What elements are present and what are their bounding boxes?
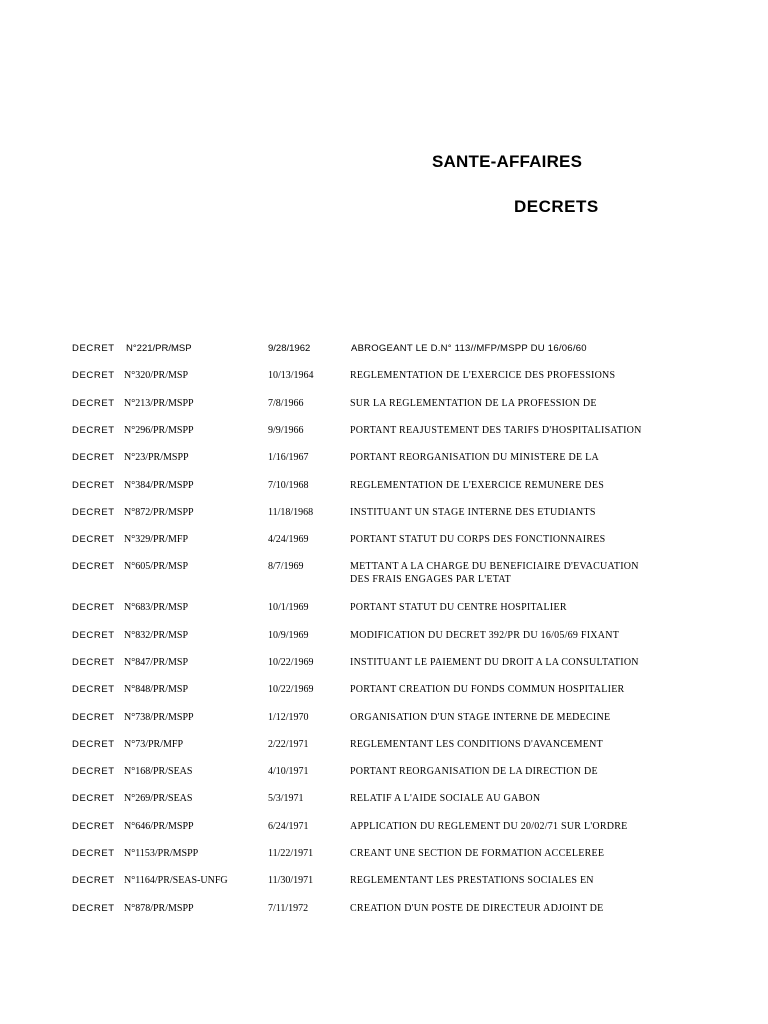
decree-number-cell: N°73/PR/MFP bbox=[124, 739, 184, 750]
decree-number-cell: N°221/PR/MSP bbox=[126, 343, 192, 354]
decree-date-cell: 10/22/1969 bbox=[268, 684, 314, 695]
decree-date-cell: 10/1/1969 bbox=[268, 602, 309, 613]
decree-description-line: MODIFICATION DU DECRET 392/PR DU 16/05/69 FIXANT bbox=[350, 630, 620, 641]
decree-description-line: PORTANT REAJUSTEMENT DES TARIFS D'HOSPITALISATION bbox=[350, 425, 642, 436]
decree-description-line: PORTANT STATUT DU CENTRE HOSPITALIER bbox=[350, 602, 567, 613]
decree-description-line: INSTITUANT UN STAGE INTERNE DES ETUDIANTS bbox=[350, 507, 596, 518]
decree-description-line: APPLICATION DU REGLEMENT DU 20/02/71 SUR L'ORDRE bbox=[350, 821, 628, 832]
decree-description-cell bbox=[350, 847, 604, 860]
decree-number-cell: N°384/PR/MSPP bbox=[124, 480, 194, 491]
decree-type-cell: DECRET bbox=[72, 684, 115, 695]
decree-description-cell bbox=[350, 765, 598, 778]
decree-number-cell: N°329/PR/MFP bbox=[124, 534, 189, 545]
decree-date-cell: 10/22/1969 bbox=[268, 657, 314, 668]
decree-description-cell bbox=[351, 342, 587, 355]
decree-description-line: REGLEMENTANT LES CONDITIONS D'AVANCEMENT bbox=[350, 739, 603, 750]
decree-description-line: REGLEMENTANT LES PRESTATIONS SOCIALES EN bbox=[350, 875, 594, 886]
decree-date-cell: 7/11/1972 bbox=[268, 903, 309, 914]
decree-date-cell: 6/24/1971 bbox=[268, 821, 309, 832]
decree-description-line: RELATIF A L'AIDE SOCIALE AU GABON bbox=[350, 793, 541, 804]
decree-type-cell: DECRET bbox=[72, 766, 115, 777]
decree-description-line: DES FRAIS ENGAGES PAR L'ETAT bbox=[350, 574, 511, 585]
decree-number-cell: N°168/PR/SEAS bbox=[124, 766, 193, 777]
decree-description-cell bbox=[350, 369, 615, 382]
decree-description-cell bbox=[350, 738, 603, 751]
decree-description-cell bbox=[350, 711, 610, 724]
decree-date-cell: 4/24/1969 bbox=[268, 534, 309, 545]
decree-type-cell: DECRET bbox=[72, 561, 115, 572]
decree-type-cell: DECRET bbox=[72, 875, 115, 886]
decree-description-line: REGLEMENTATION DE L'EXERCICE DES PROFESSIONS bbox=[350, 370, 616, 381]
decree-number-cell: N°23/PR/MSPP bbox=[124, 452, 189, 463]
page-title: SANTE-AFFAIRES bbox=[432, 152, 583, 171]
decree-description-cell bbox=[350, 424, 642, 437]
decree-date-cell: 9/28/1962 bbox=[268, 343, 311, 354]
decree-number-cell: N°832/PR/MSP bbox=[124, 630, 189, 641]
decree-type-cell: DECRET bbox=[72, 507, 115, 518]
decree-description-cell bbox=[350, 506, 596, 519]
decree-type-cell: DECRET bbox=[72, 602, 115, 613]
decree-number-cell: N°1164/PR/SEAS-UNFG bbox=[124, 875, 228, 886]
decree-number-cell: N°738/PR/MSPP bbox=[124, 712, 194, 723]
decree-description-line: ORGANISATION D'UN STAGE INTERNE DE MEDECINE bbox=[350, 712, 611, 723]
decree-number-cell: N°872/PR/MSPP bbox=[124, 507, 194, 518]
decree-type-cell: DECRET bbox=[72, 630, 115, 641]
decree-description-cell bbox=[350, 479, 604, 492]
decree-date-cell: 11/18/1968 bbox=[268, 507, 314, 518]
decree-date-cell: 7/8/1966 bbox=[268, 398, 304, 409]
decree-description-cell bbox=[350, 601, 567, 614]
page-subtitle: DECRETS bbox=[514, 197, 599, 216]
decree-type-cell: DECRET bbox=[72, 534, 115, 545]
decree-description-line: PORTANT STATUT DU CORPS DES FONCTIONNAIRES bbox=[350, 534, 606, 545]
decree-description-cell bbox=[350, 792, 540, 805]
decree-description-cell bbox=[350, 683, 624, 696]
decree-description-line: ABROGEANT LE D.N° 113//MFP/MSPP DU 16/06/60 bbox=[351, 343, 587, 354]
decree-description-cell bbox=[350, 820, 628, 833]
decree-date-cell: 7/10/1968 bbox=[268, 480, 309, 491]
decree-number-cell: N°683/PR/MSP bbox=[124, 602, 189, 613]
decree-number-cell: N°213/PR/MSPP bbox=[124, 398, 194, 409]
decree-number-cell: N°296/PR/MSPP bbox=[124, 425, 194, 436]
decree-type-cell: DECRET bbox=[72, 848, 115, 859]
decree-date-cell: 9/9/1966 bbox=[268, 425, 304, 436]
decree-type-cell: DECRET bbox=[72, 739, 115, 750]
decree-description-cell bbox=[350, 656, 639, 669]
decree-number-cell: N°605/PR/MSP bbox=[124, 561, 189, 572]
decree-date-cell: 5/3/1971 bbox=[268, 793, 304, 804]
decree-type-cell: DECRET bbox=[72, 480, 115, 491]
decree-number-cell: N°646/PR/MSPP bbox=[124, 821, 194, 832]
decree-description-line: PORTANT REORGANISATION DE LA DIRECTION DE bbox=[350, 766, 598, 777]
decree-date-cell: 8/7/1969 bbox=[268, 561, 304, 572]
decree-description-line: SUR LA REGLEMENTATION DE LA PROFESSION DE bbox=[350, 398, 597, 409]
decree-type-cell: DECRET bbox=[72, 398, 115, 409]
decree-description-cell bbox=[350, 397, 597, 410]
decree-date-cell: 10/9/1969 bbox=[268, 630, 309, 641]
decree-type-cell: DECRET bbox=[72, 821, 115, 832]
decree-description-line: INSTITUANT LE PAIEMENT DU DROIT A LA CONSULTATION bbox=[350, 657, 639, 668]
decree-description-cell bbox=[350, 874, 594, 887]
decree-number-cell: N°847/PR/MSP bbox=[124, 657, 189, 668]
decree-description-line: CREANT UNE SECTION DE FORMATION ACCELEREE bbox=[350, 848, 605, 859]
decree-type-cell: DECRET bbox=[72, 425, 115, 436]
decree-date-cell: 1/12/1970 bbox=[268, 712, 309, 723]
decree-type-cell: DECRET bbox=[72, 712, 115, 723]
decree-date-cell: 1/16/1967 bbox=[268, 452, 309, 463]
decree-description-cell bbox=[350, 533, 605, 546]
decree-type-cell: DECRET bbox=[72, 343, 115, 354]
decree-description-cell bbox=[350, 560, 639, 586]
decree-type-cell: DECRET bbox=[72, 370, 115, 381]
decree-description-line: REGLEMENTATION DE L'EXERCICE REMUNERE DES bbox=[350, 480, 605, 491]
decree-description-cell bbox=[350, 902, 603, 915]
decree-date-cell: 11/22/1971 bbox=[268, 848, 314, 859]
decree-description-line: PORTANT REORGANISATION DU MINISTERE DE LA bbox=[350, 452, 599, 463]
decree-date-cell: 2/22/1971 bbox=[268, 739, 309, 750]
decree-type-cell: DECRET bbox=[72, 793, 115, 804]
decree-number-cell: N°848/PR/MSP bbox=[124, 684, 189, 695]
decree-type-cell: DECRET bbox=[72, 657, 115, 668]
decree-type-cell: DECRET bbox=[72, 903, 115, 914]
decree-description-line: METTANT A LA CHARGE DU BENEFICIAIRE D'EVACUATION bbox=[350, 561, 639, 572]
decree-description-cell bbox=[350, 451, 599, 464]
decree-date-cell: 4/10/1971 bbox=[268, 766, 309, 777]
decree-description-cell bbox=[350, 629, 619, 642]
decree-type-cell: DECRET bbox=[72, 452, 115, 463]
decree-description-line: PORTANT CREATION DU FONDS COMMUN HOSPITALIER bbox=[350, 684, 625, 695]
decree-number-cell: N°878/PR/MSPP bbox=[124, 903, 194, 914]
decree-description-line: CREATION D'UN POSTE DE DIRECTEUR ADJOINT DE bbox=[350, 903, 604, 914]
decree-number-cell: N°320/PR/MSP bbox=[124, 370, 189, 381]
decree-date-cell: 11/30/1971 bbox=[268, 875, 314, 886]
decree-date-cell: 10/13/1964 bbox=[268, 370, 314, 381]
decree-number-cell: N°1153/PR/MSPP bbox=[124, 848, 199, 859]
decree-number-cell: N°269/PR/SEAS bbox=[124, 793, 193, 804]
